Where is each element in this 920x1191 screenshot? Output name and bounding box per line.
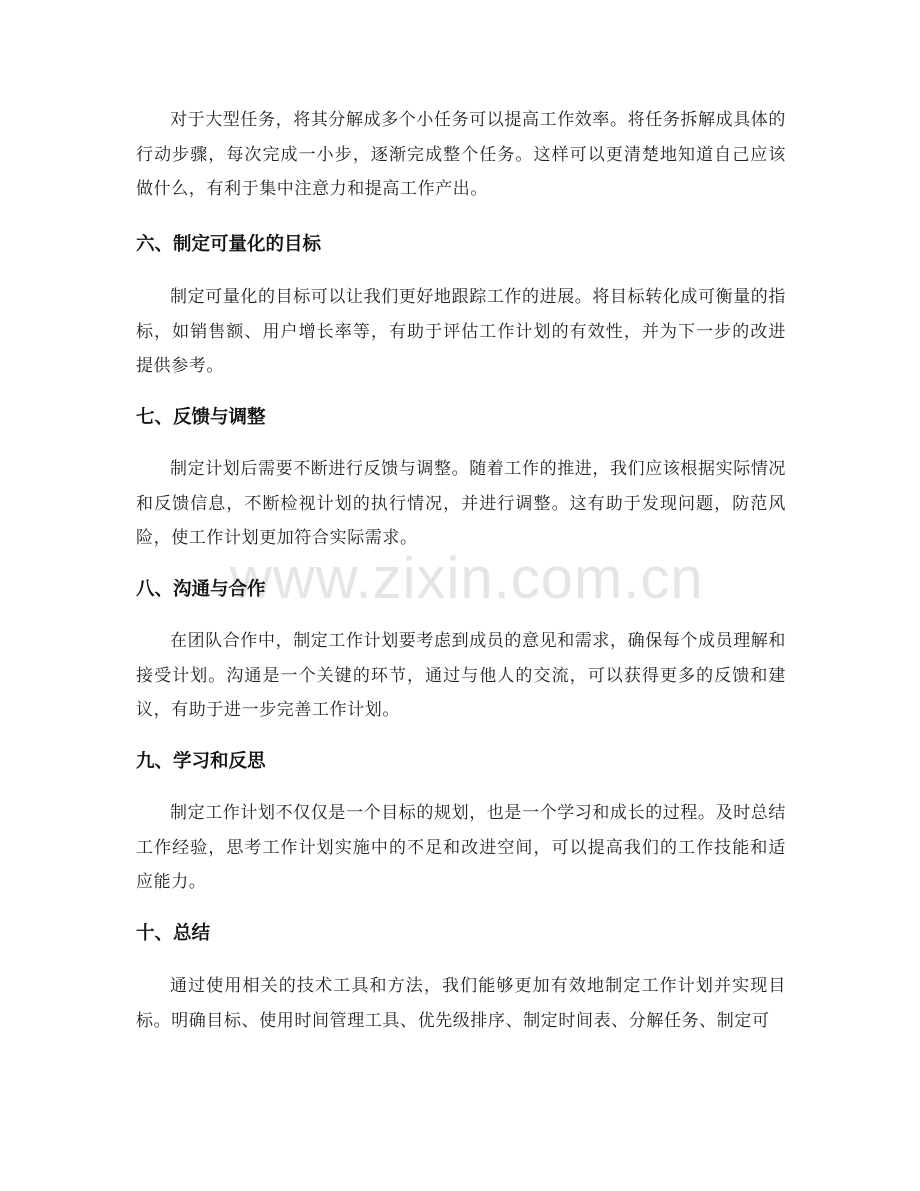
section-9-heading: 九、学习和反思: [136, 751, 266, 772]
section-6-paragraph: 制定可量化的目标可以让我们更好地跟踪工作的进展。将目标转化成可衡量的指标，如销售额、用户增长率等，有助于评估工作计划的有效性，并为下一步的改进提供参考。: [136, 287, 786, 376]
intro-paragraph: 对于大型任务，将其分解成多个小任务可以提高工作效率。将任务拆解成具体的行动步骤，每次完成一小步，逐渐完成整个任务。这样可以更清楚地知道自己应该做什么，有利于集中注意力和提高工作产出。: [136, 110, 786, 199]
section-7-paragraph: 制定计划后需要不断进行反馈与调整。随着工作的推进，我们应该根据实际情况和反馈信息，不断检视计划的执行情况，并进行调整。这有助于发现问题，防范风险，使工作计划更加符合实际需求。: [136, 459, 786, 548]
section-8-paragraph: 在团队合作中，制定工作计划要考虑到成员的意见和需求，确保每个成员理解和接受计划。沟通是一个关键的环节，通过与他人的交流，可以获得更多的反馈和建议，有助于进一步完善工作计划。: [136, 631, 786, 720]
section-8-heading: 八、沟通与合作: [136, 579, 266, 600]
watermark: www.zixin.com.cn: [230, 546, 704, 611]
section-6-heading: 六、制定可量化的目标: [136, 234, 322, 255]
section-9-paragraph: 制定工作计划不仅仅是一个目标的规划，也是一个学习和成长的过程。及时总结工作经验，思考工作计划实施中的不足和改进空间，可以提高我们的工作技能和适应能力。: [136, 803, 786, 892]
section-7-heading: 七、反馈与调整: [136, 407, 266, 428]
section-10-heading: 十、总结: [136, 923, 211, 944]
section-10-paragraph: 通过使用相关的技术工具和方法，我们能够更加有效地制定工作计划并实现目标。明确目标、使用时间管理工具、优先级排序、制定时间表、分解任务、制定可: [136, 976, 786, 1031]
